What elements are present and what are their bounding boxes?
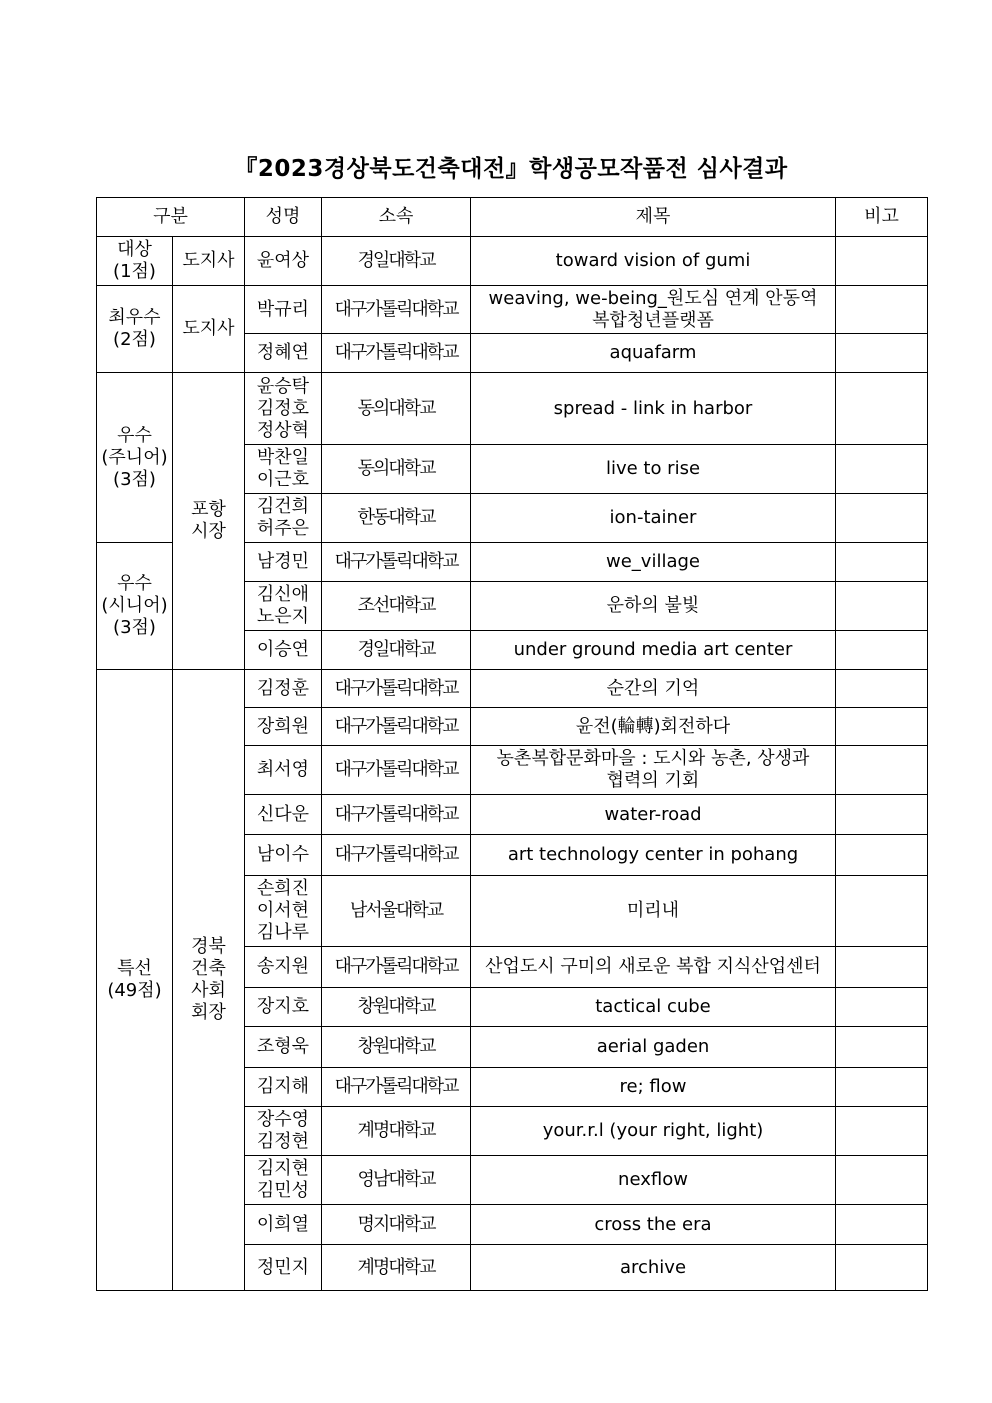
cell-note xyxy=(836,1156,928,1205)
cell-note xyxy=(836,1027,928,1068)
cell-school: 계명대학교 xyxy=(322,1245,471,1291)
cell-name: 최서영 xyxy=(245,746,322,795)
cell-name: 김지해 xyxy=(245,1068,322,1107)
cell-note xyxy=(836,988,928,1027)
cell-school: 대구가톨릭대학교 xyxy=(322,708,471,746)
cell-title: 농촌복합문화마을 : 도시와 농촌, 상생과 협력의 기회 xyxy=(471,746,836,795)
cell-name: 정혜연 xyxy=(245,334,322,373)
cell-school: 대구가톨릭대학교 xyxy=(322,334,471,373)
cell-name: 장수영 김정현 xyxy=(245,1107,322,1156)
header-category: 구분 xyxy=(97,198,245,237)
cell-title: ion-tainer xyxy=(471,494,836,543)
header-name: 성명 xyxy=(245,198,322,237)
cell-note xyxy=(836,835,928,876)
cell-title: 윤전(輪轉)회전하다 xyxy=(471,708,836,746)
cell-name: 김정훈 xyxy=(245,670,322,708)
cell-school: 영남대학교 xyxy=(322,1156,471,1205)
award-merit-junior: 우수 (주니어) (3점) xyxy=(97,373,173,543)
cell-name: 김지현 김민성 xyxy=(245,1156,322,1205)
cell-school: 남서울대학교 xyxy=(322,876,471,947)
cell-title: aquafarm xyxy=(471,334,836,373)
cell-note xyxy=(836,373,928,445)
cell-name: 남이수 xyxy=(245,835,322,876)
cell-name: 손희진 이서현 김나루 xyxy=(245,876,322,947)
cell-name: 윤여상 xyxy=(245,237,322,286)
cell-title: cross the era xyxy=(471,1205,836,1245)
cell-school: 대구가톨릭대학교 xyxy=(322,795,471,835)
sponsor-gyeongbuk: 경북 건축 사회 회장 xyxy=(173,670,245,1291)
cell-note xyxy=(836,876,928,947)
cell-school: 조선대학교 xyxy=(322,582,471,631)
cell-school: 대구가톨릭대학교 xyxy=(322,1068,471,1107)
cell-title: toward vision of gumi xyxy=(471,237,836,286)
cell-school: 경일대학교 xyxy=(322,237,471,286)
cell-title: re; flow xyxy=(471,1068,836,1107)
table-row xyxy=(97,286,928,334)
cell-name: 이승연 xyxy=(245,631,322,670)
award-special: 특선 (49점) xyxy=(97,670,173,1291)
cell-school: 대구가톨릭대학교 xyxy=(322,947,471,988)
cell-name: 송지원 xyxy=(245,947,322,988)
cell-name: 장희원 xyxy=(245,708,322,746)
cell-school: 창원대학교 xyxy=(322,988,471,1027)
cell-title: water-road xyxy=(471,795,836,835)
table-row xyxy=(97,373,928,445)
sponsor-pohang: 포항 시장 xyxy=(173,373,245,670)
cell-note xyxy=(836,237,928,286)
cell-school: 대구가톨릭대학교 xyxy=(322,286,471,334)
cell-note xyxy=(836,1205,928,1245)
cell-note xyxy=(836,286,928,334)
cell-note xyxy=(836,1245,928,1291)
cell-note xyxy=(836,445,928,494)
cell-school: 대구가톨릭대학교 xyxy=(322,543,471,582)
cell-title: 미리내 xyxy=(471,876,836,947)
header-row xyxy=(97,198,928,237)
cell-school: 계명대학교 xyxy=(322,1107,471,1156)
cell-note xyxy=(836,795,928,835)
cell-name: 이희열 xyxy=(245,1205,322,1245)
cell-title: 순간의 기억 xyxy=(471,670,836,708)
header-affiliation: 소속 xyxy=(322,198,471,237)
award-merit-senior: 우수 (시니어) (3점) xyxy=(97,543,173,670)
cell-school: 명지대학교 xyxy=(322,1205,471,1245)
cell-name: 윤승탁 김정호 정상혁 xyxy=(245,373,322,445)
cell-title: tactical cube xyxy=(471,988,836,1027)
cell-school: 창원대학교 xyxy=(322,1027,471,1068)
sponsor-governor: 도지사 xyxy=(173,237,245,286)
cell-title: aerial gaden xyxy=(471,1027,836,1068)
cell-title: art technology center in pohang xyxy=(471,835,836,876)
cell-note xyxy=(836,582,928,631)
cell-note xyxy=(836,670,928,708)
cell-title: your.r.l (your right, light) xyxy=(471,1107,836,1156)
cell-name: 조형욱 xyxy=(245,1027,322,1068)
cell-school: 대구가톨릭대학교 xyxy=(322,670,471,708)
cell-note xyxy=(836,1107,928,1156)
cell-note xyxy=(836,947,928,988)
cell-note xyxy=(836,746,928,795)
cell-title: 운하의 불빛 xyxy=(471,582,836,631)
cell-name: 남경민 xyxy=(245,543,322,582)
cell-note xyxy=(836,543,928,582)
cell-note xyxy=(836,631,928,670)
cell-note xyxy=(836,1068,928,1107)
cell-title: live to rise xyxy=(471,445,836,494)
cell-title: archive xyxy=(471,1245,836,1291)
cell-name: 박찬일 이근호 xyxy=(245,445,322,494)
cell-title: we_village xyxy=(471,543,836,582)
cell-title: nexflow xyxy=(471,1156,836,1205)
cell-name: 김건희 허주은 xyxy=(245,494,322,543)
cell-note xyxy=(836,708,928,746)
award-grand: 대상 (1점) xyxy=(97,237,173,286)
table-row xyxy=(97,670,928,708)
cell-school: 동의대학교 xyxy=(322,373,471,445)
cell-school: 대구가톨릭대학교 xyxy=(322,746,471,795)
header-title: 제목 xyxy=(471,198,836,237)
table-row xyxy=(97,237,928,286)
cell-note xyxy=(836,334,928,373)
sponsor-governor: 도지사 xyxy=(173,286,245,373)
cell-school: 동의대학교 xyxy=(322,445,471,494)
cell-name: 정민지 xyxy=(245,1245,322,1291)
cell-school: 경일대학교 xyxy=(322,631,471,670)
cell-name: 신다운 xyxy=(245,795,322,835)
cell-title: under ground media art center xyxy=(471,631,836,670)
cell-name: 장지호 xyxy=(245,988,322,1027)
award-excellence: 최우수 (2점) xyxy=(97,286,173,373)
cell-school: 한동대학교 xyxy=(322,494,471,543)
cell-title: spread - link in harbor xyxy=(471,373,836,445)
cell-title: weaving, we-being_원도심 연계 안동역 복합청년플랫폼 xyxy=(471,286,836,334)
cell-title: 산업도시 구미의 새로운 복합 지식산업센터 xyxy=(471,947,836,988)
cell-name: 박규리 xyxy=(245,286,322,334)
header-note: 비고 xyxy=(836,198,928,237)
cell-note xyxy=(836,494,928,543)
results-table xyxy=(96,197,928,1291)
cell-name: 김신애 노은지 xyxy=(245,582,322,631)
page-title: 『2023경상북도건축대전』학생공모작품전 심사결과 xyxy=(234,156,788,182)
cell-school: 대구가톨릭대학교 xyxy=(322,835,471,876)
